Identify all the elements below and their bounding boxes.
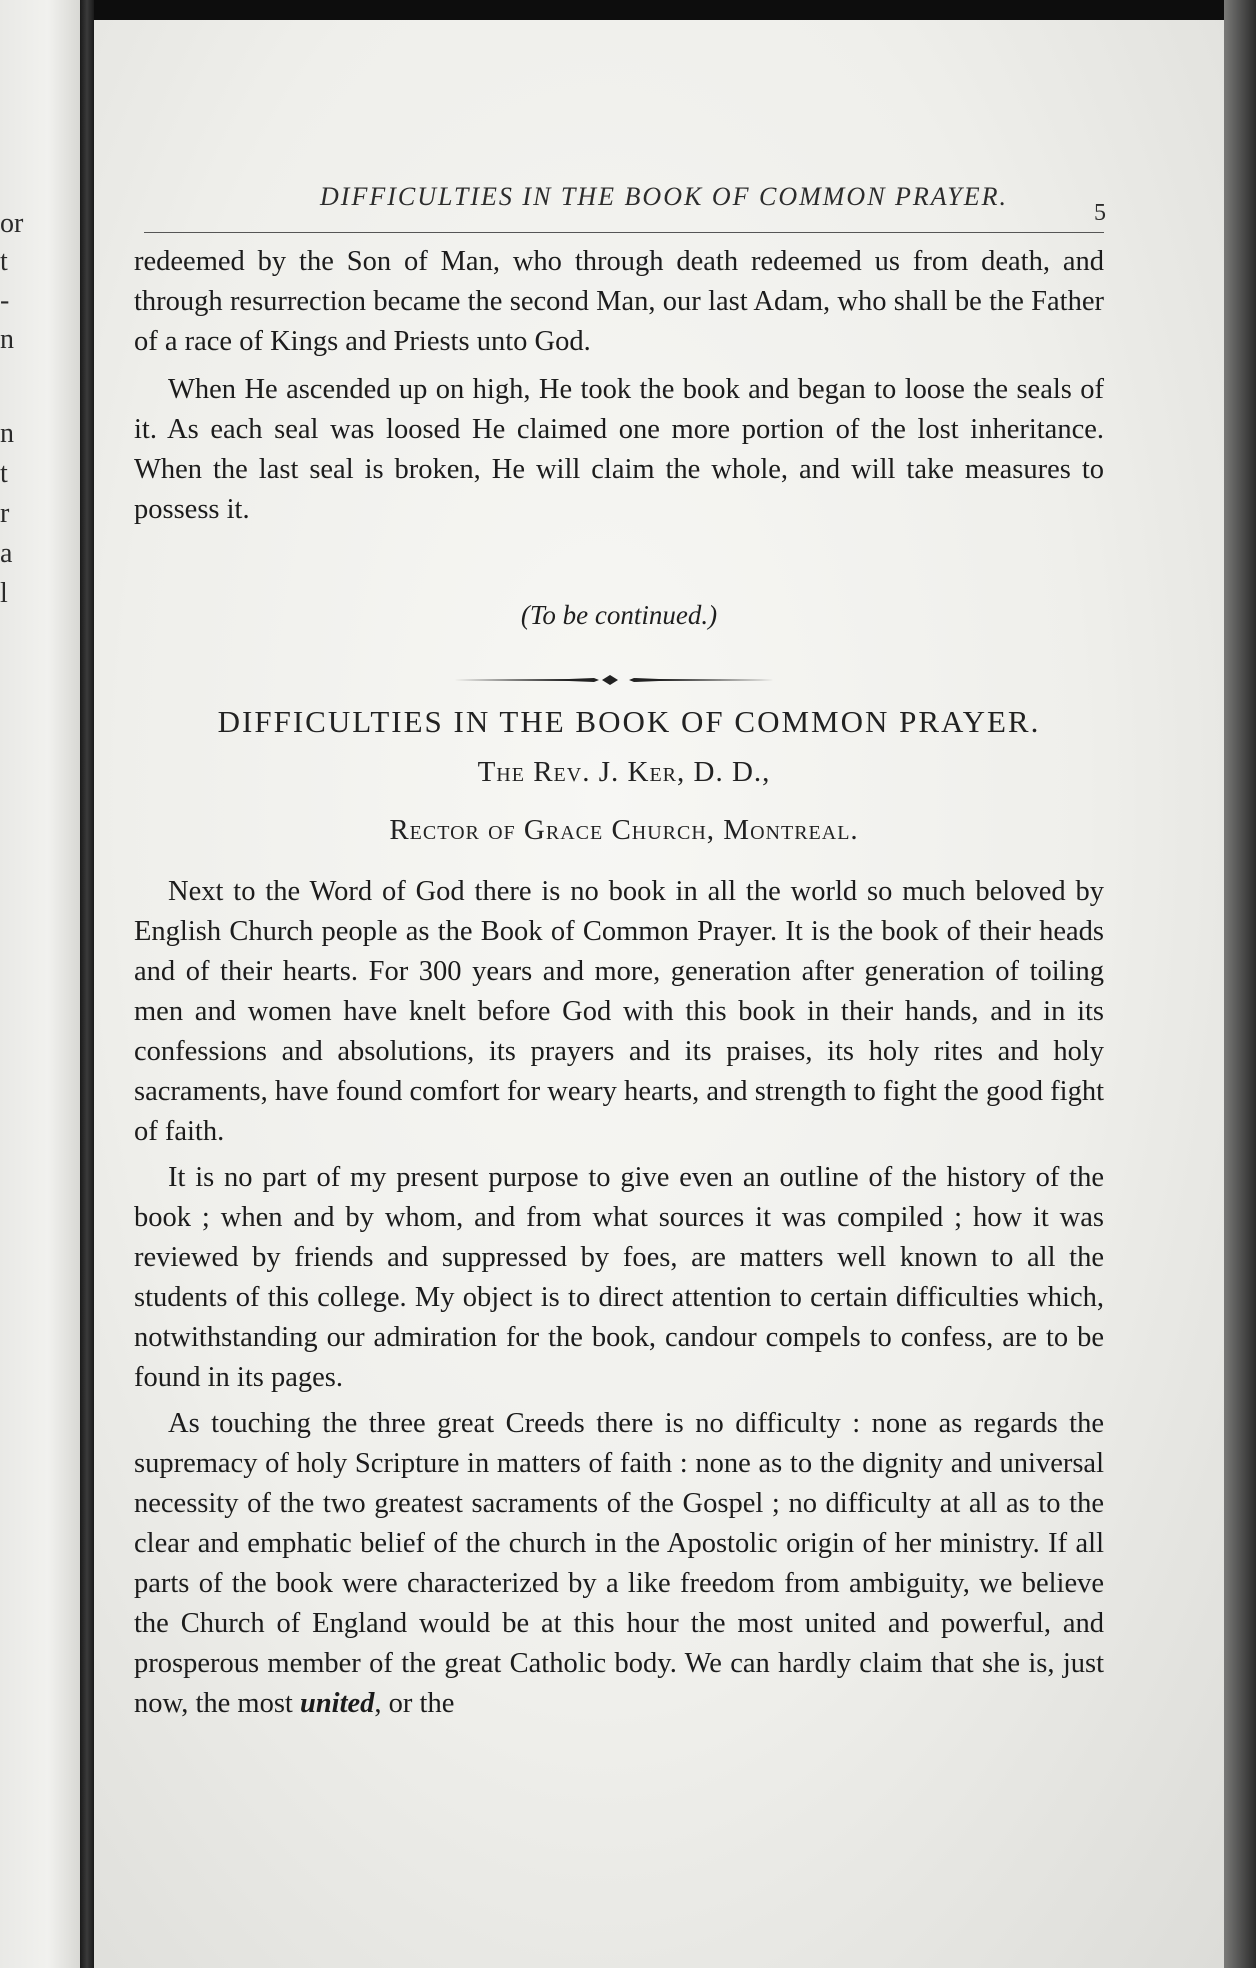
paragraph-text: As touching the three great Creeds there is no difficulty : none as regards the supremacy of holy Scripture in matters of faith : none as to the dignity and universal necessity of the two greatest sacraments of the Gospel ; no difficulty at all as to the clear and emphatic belief of the church in the Apostolic origin of her ministry. If all parts of the book were characterized by a like freedom from ambiguity, we believe the Church of England would be at this hour the most united and powerful, and prosperous member of the great Catholic body. xyxy=(134,1408,1104,1679)
continued-paragraph: redeemed by the Son of Man, who through death redeemed us from death, and through resurrection became the second Man, our last Adam, who shall be the Father of a race of Kings and Priests unto God. xyxy=(134,246,1104,357)
article-author: The Rev. J. Ker, D. D., xyxy=(477,756,771,788)
article-title: DIFFICULTIES IN THE BOOK OF COMMON PRAYER. xyxy=(217,704,1041,739)
book-gutter xyxy=(80,0,94,1968)
page-number: 5 xyxy=(1094,200,1106,226)
ornament-divider xyxy=(454,670,774,690)
header-rule xyxy=(144,232,1104,233)
article-paragraph: Next to the Word of God there is no book in all the world so much beloved by English Church people as the Book of Common Prayer. It is the book of their heads and of their hearts. For 300 years and more, generation after generation of toiling men and women have knelt before God with this book in their hands, and in its confessions and absolutions, its prayers and its praises, its holy rites and holy sacraments, have found comfort for weary hearts, and strength to fight the good fight of faith. xyxy=(134,876,1104,1147)
facing-page-letter: l xyxy=(0,578,8,609)
book-page xyxy=(94,20,1224,1968)
facing-page-letter: - xyxy=(0,285,10,316)
continued-paragraph: When He ascended up on high, He took the book and began to loose the seals of it. As each seal was loosed He claimed one more portion of the lost inheritance. When the last seal is broken, He will claim the whole, and will take measures to possess it. xyxy=(134,374,1104,525)
last-line-start: We can hardly claim that she is, just now, the most xyxy=(134,1648,1104,1719)
article-body xyxy=(134,872,1104,1726)
continued-text xyxy=(134,242,1104,530)
running-head: DIFFICULTIES IN THE BOOK OF COMMON PRAYER. xyxy=(320,182,1008,211)
to-be-continued-note: (To be continued.) xyxy=(520,600,718,630)
facing-page-letter: n xyxy=(0,418,14,449)
facing-page-letter: r xyxy=(0,498,10,529)
last-line-end: , or the xyxy=(374,1688,455,1719)
facing-page-fragment xyxy=(0,0,80,1968)
facing-page-letter: t xyxy=(0,458,8,489)
page-edge xyxy=(1224,0,1256,1968)
article-paragraph: It is no part of my present purpose to give even an outline of the history of the book ; when and by whom, and from what sources it was compiled ; how it was reviewed by friends and suppressed by foes, are matters well known to all the students of this college. My object is to direct attention to certain difficulties which, notwithstanding our admiration for the book, candour compels to confess, are to be found in its pages. xyxy=(134,1162,1104,1393)
author-position: Rector of Grace Church, Montreal. xyxy=(389,814,859,846)
article-paragraph xyxy=(134,1404,1104,1724)
facing-page-letter: t xyxy=(0,246,8,277)
facing-page-letter: or xyxy=(0,208,24,239)
facing-page-letter: a xyxy=(0,538,13,569)
facing-page-letter: n xyxy=(0,324,14,355)
emphasized-word: united xyxy=(299,1688,375,1719)
